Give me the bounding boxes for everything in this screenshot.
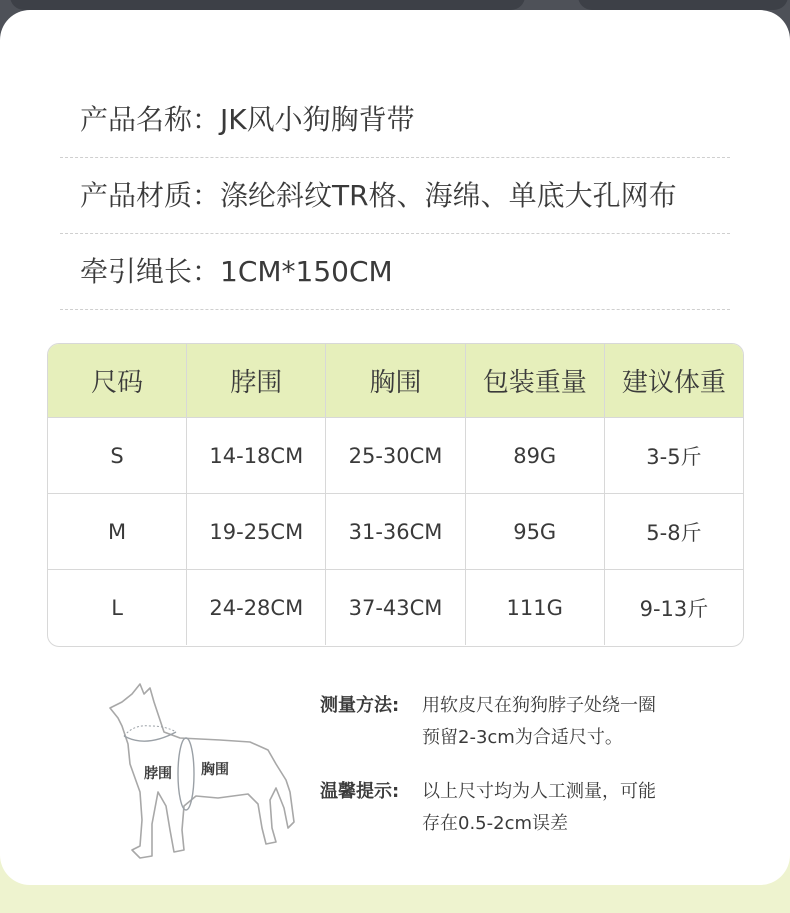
header-cell: 脖围	[186, 344, 325, 417]
table-cell: 95G	[465, 494, 604, 569]
size-table	[47, 343, 744, 647]
photo-edge-right	[578, 0, 788, 10]
table-cell: 24-28CM	[186, 570, 325, 645]
table-header-row	[48, 344, 743, 417]
info-value: 涤纶斜纹TR格、海绵、单底大孔网布	[220, 179, 677, 212]
table-cell: 37-43CM	[325, 570, 464, 645]
table-row	[48, 569, 743, 645]
table-cell: 3-5斤	[604, 418, 743, 493]
photo-edge-left	[10, 0, 525, 10]
note-line: 预留2-3cm为合适尺寸。	[422, 727, 623, 748]
warm-tip-note	[320, 776, 692, 840]
table-cell: 31-36CM	[325, 494, 464, 569]
info-row-leash-length	[60, 234, 730, 310]
measure-method-note	[320, 690, 692, 754]
table-cell: 89G	[465, 418, 604, 493]
table-cell: 5-8斤	[604, 494, 743, 569]
table-cell: L	[111, 595, 123, 620]
table-row	[48, 417, 743, 493]
neck-label: 脖围	[144, 766, 172, 782]
info-label: 牵引绳长：	[80, 255, 221, 288]
info-label: 产品名称：	[80, 103, 221, 136]
info-row-name	[60, 82, 730, 158]
header-cell: 包装重量	[465, 344, 604, 417]
table-cell: 9-13斤	[604, 570, 743, 645]
table-cell: 111G	[465, 570, 604, 645]
note-label: 温馨提示:	[320, 781, 400, 802]
info-value: 1CM*150CM	[220, 255, 393, 288]
table-cell: M	[108, 519, 127, 544]
table-cell: S	[110, 443, 124, 468]
header-cell: 建议体重	[604, 344, 743, 417]
table-row	[48, 493, 743, 569]
dog-measurement-diagram	[100, 680, 300, 865]
info-value: JK风小狗胸背带	[220, 103, 415, 136]
table-cell: 19-25CM	[186, 494, 325, 569]
header-cell: 胸围	[325, 344, 464, 417]
note-line: 存在0.5-2cm误差	[422, 813, 569, 834]
note-line: 以上尺寸均为人工测量，可能	[422, 781, 656, 802]
table-cell: 14-18CM	[186, 418, 325, 493]
note-label: 测量方法:	[320, 695, 400, 716]
info-row-material	[60, 158, 730, 234]
chest-label: 胸围	[201, 762, 229, 778]
header-cell: 尺码	[91, 368, 144, 398]
table-cell: 25-30CM	[325, 418, 464, 493]
note-line: 用软皮尺在狗狗脖子处绕一圈	[422, 695, 656, 716]
info-label: 产品材质：	[80, 179, 221, 212]
